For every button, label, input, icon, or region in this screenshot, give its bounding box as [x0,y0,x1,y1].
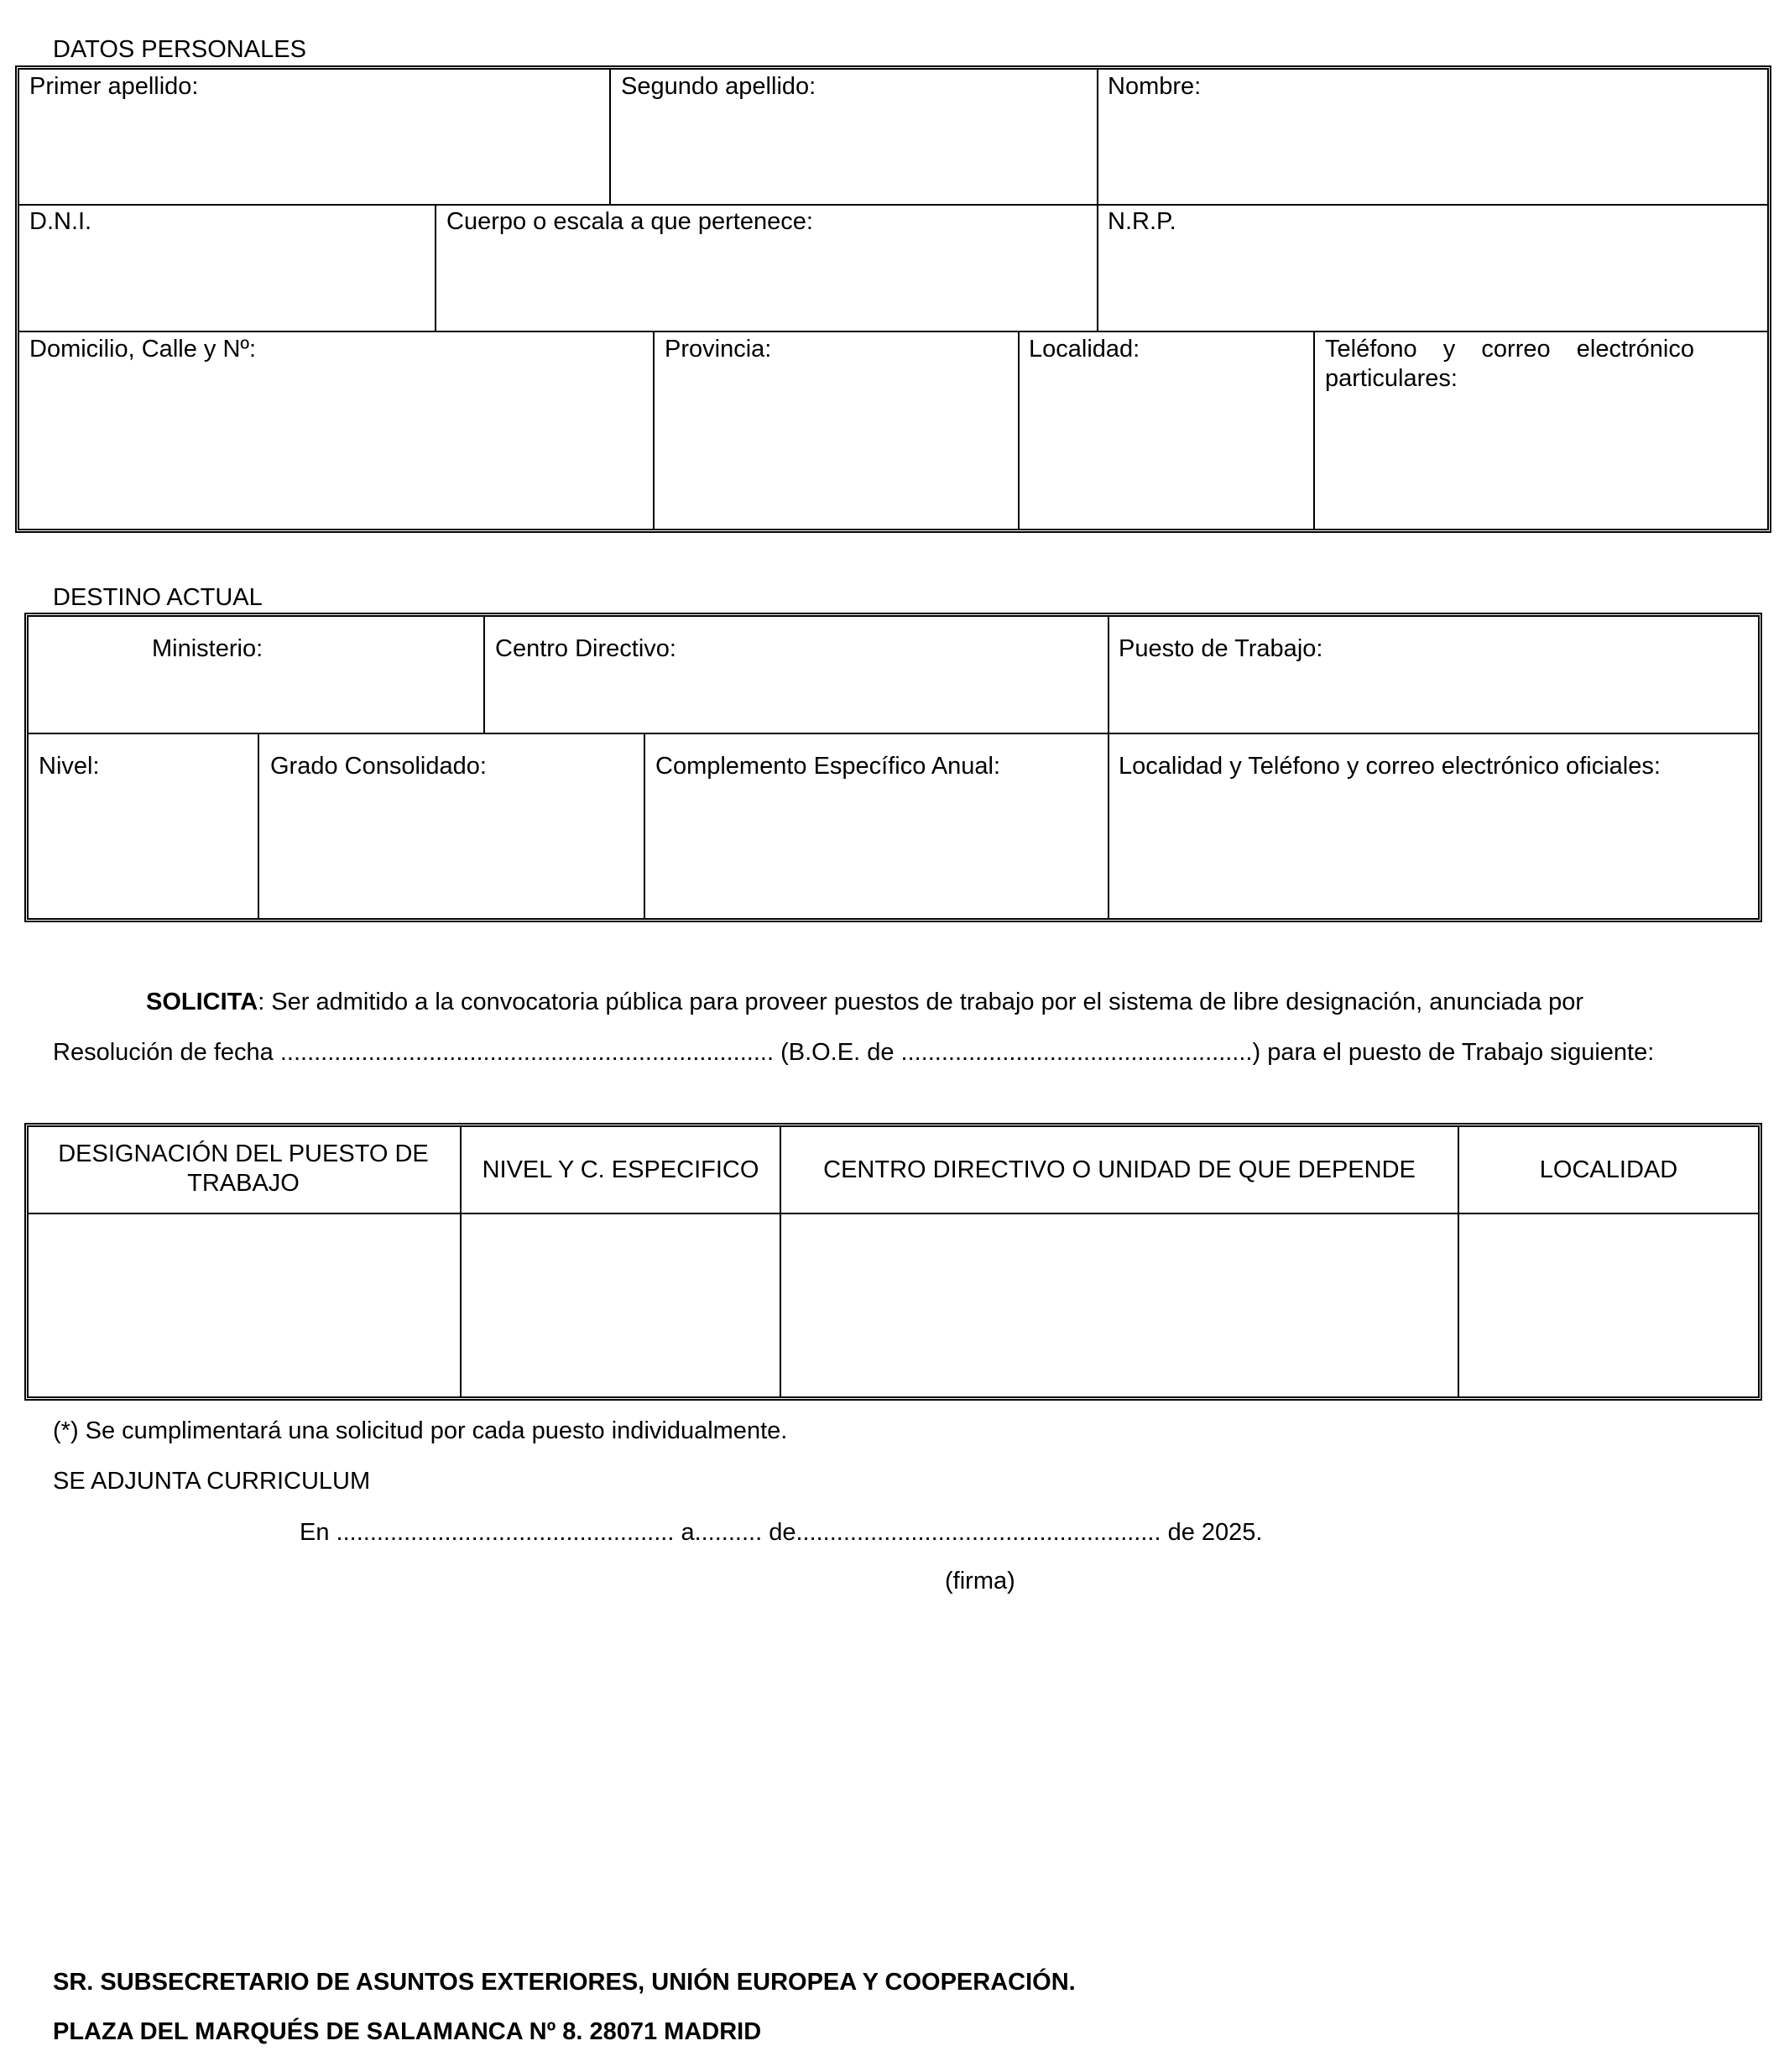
divider [435,205,436,331]
destinatario-line-1: SR. SUBSECRETARIO DE ASUNTOS EXTERIORES, UNIÓN EUROPEA Y COOPERACIÓN. [53,1969,1076,1996]
field-telefono-correo[interactable]: Teléfono y correo electrónico particulares: [1325,336,1694,392]
header-nivel: NIVEL Y C. ESPECIFICO [482,1156,759,1183]
field-provincia[interactable]: Provincia: [665,336,772,363]
field-nombre[interactable]: Nombre: [1108,73,1202,100]
destinatario-line-2: PLAZA DEL MARQUÉS DE SALAMANCA Nº 8. 28071 MADRID [53,2018,762,2045]
note-text: (*) Se cumplimentará una solicitud por cada puesto individualmente. [53,1417,788,1444]
field-primer-apellido[interactable]: Primer apellido: [29,73,199,100]
divider [258,733,259,919]
field-ministerio[interactable]: Ministerio: [152,635,263,662]
divider [28,733,1759,734]
field-dni[interactable]: D.N.I. [29,208,92,235]
field-centro-directivo[interactable]: Centro Directivo: [495,635,676,662]
divider [1097,69,1098,331]
header-localidad: LOCALIDAD [1539,1156,1678,1183]
solicita-label: SOLICITA [146,989,258,1015]
firma-label: (firma) [945,1568,1015,1594]
solicita-text: : Ser admitido a la convocatoria pública para proveer puestos de trabajo por el sistema de libre designación, anunciada por [258,989,1584,1015]
input-designacion[interactable] [28,1214,460,1397]
field-cuerpo-escala[interactable]: Cuerpo o escala a que pertenece: [446,208,813,235]
field-segundo-apellido[interactable]: Segundo apellido: [621,73,816,100]
divider [18,331,1768,332]
solicita-paragraph [146,988,1583,1017]
fecha-line[interactable]: En .................................................. a.......... de...................................................... de 2025. [300,1519,1263,1546]
input-localidad[interactable] [1459,1214,1758,1397]
divider [1108,616,1109,919]
header-centro-directivo: CENTRO DIRECTIVO O UNIDAD DE QUE DEPENDE [823,1156,1416,1183]
adjunta-curriculum: SE ADJUNTA CURRICULUM [53,1468,371,1495]
field-grado-consolidado[interactable]: Grado Consolidado: [270,753,487,780]
section-title-destino-actual: DESTINO ACTUAL [53,584,263,611]
field-nivel[interactable]: Nivel: [39,753,100,780]
field-domicilio[interactable]: Domicilio, Calle y Nº: [29,336,257,363]
field-complemento-especifico[interactable]: Complemento Específico Anual: [655,753,1001,780]
divider [1018,331,1020,530]
divider [483,616,485,733]
input-nivel[interactable] [462,1214,780,1397]
field-nrp[interactable]: N.R.P. [1108,208,1176,235]
field-localidad-telefono-oficiales[interactable]: Localidad y Teléfono y correo electrónico oficiales: [1119,753,1661,780]
divider [18,204,1768,206]
input-centro-directivo[interactable] [781,1214,1458,1397]
section-title-datos-personales: DATOS PERSONALES [53,36,306,63]
resolucion-line[interactable]: Resolución de fecha ......................................................................... (B.O.E. de ....................................................) para el puesto de Trabajo siguiente: [53,1039,1655,1066]
header-designacion: DESIGNACIÓN DEL PUESTO DE TRABAJO [58,1140,429,1197]
field-localidad[interactable]: Localidad: [1029,336,1140,363]
datos-personales-table [15,65,1771,533]
field-puesto-trabajo[interactable]: Puesto de Trabajo: [1119,635,1323,662]
divider [1313,331,1315,530]
divider [609,69,611,205]
divider [653,331,655,530]
divider [644,733,645,919]
